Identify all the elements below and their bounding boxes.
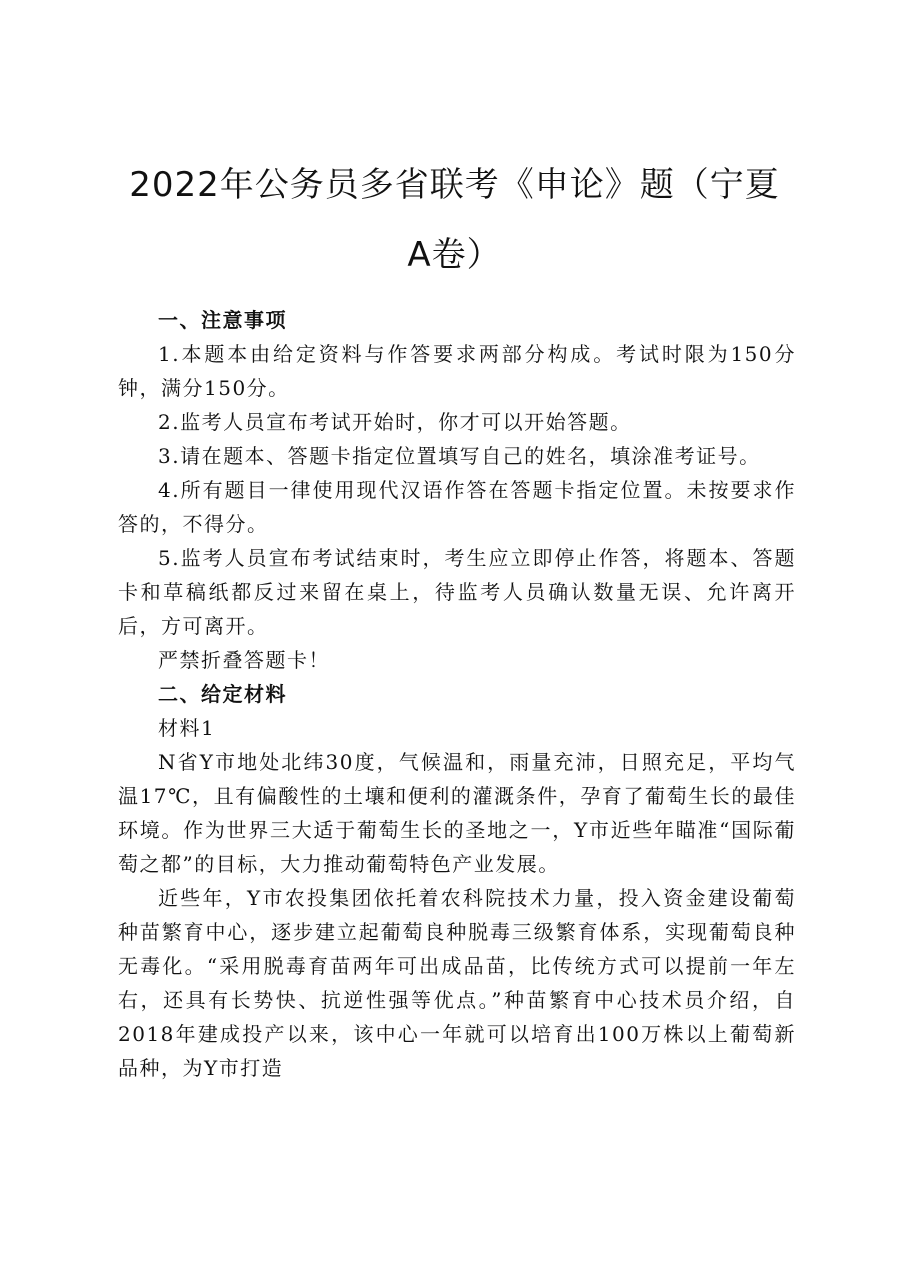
material-label: 材料1 bbox=[158, 716, 216, 740]
paragraph: 1.本题本由给定资料与作答要求两部分构成。考试时限为150分钟，满分150分。 bbox=[118, 342, 796, 400]
paragraph: N省Y市地处北纬30度，气候温和，雨量充沛，日照充足，平均气温17℃，且有偏酸性的土壤和便利的灌溉条件，孕育了葡萄生长的最佳环境。作为世界三大适于葡萄生长的圣地之一，Y市近些年瞄准“国际葡萄之都”的目标，大力推动葡萄特色产业发展。 bbox=[118, 750, 796, 876]
paragraph: 4.所有题目一律使用现代汉语作答在答题卡指定位置。未按要求作答的，不得分。 bbox=[118, 478, 796, 536]
section-heading-notes: 一、注意事项 bbox=[158, 308, 287, 332]
paragraph: 5.监考人员宣布考试结束时，考生应立即停止作答，将题本、答题卡和草稿纸都反过来留在桌上，待监考人员确认数量无误、允许离开后，方可离开。 bbox=[118, 546, 796, 638]
paragraph: 3.请在题本、答题卡指定位置填写自己的姓名，填涂准考证号。 bbox=[158, 444, 761, 468]
section-heading-materials: 二、给定材料 bbox=[158, 682, 287, 706]
document-title: 2022年公务员多省联考《申论》题（宁夏A卷） bbox=[129, 165, 780, 275]
paragraph: 近些年，Y市农投集团依托着农科院技术力量，投入资金建设葡萄种苗繁育中心，逐步建立起葡萄良种脱毒三级繁育体系，实现葡萄良种无毒化。“采用脱毒育苗两年可出成品苗，比传统方式可以提前一年左右，还具有长势快、抗逆性强等优点。”种苗繁育中心技术员介绍，自2018年建成投产以来，该中心一年就可以培育出100万株以上葡萄新品种，为Y市打造 bbox=[118, 886, 796, 1080]
document-body bbox=[118, 303, 796, 1085]
paragraph: 2.监考人员宣布考试开始时，你才可以开始答题。 bbox=[158, 410, 632, 434]
paragraph: 严禁折叠答题卡！ bbox=[158, 648, 330, 672]
